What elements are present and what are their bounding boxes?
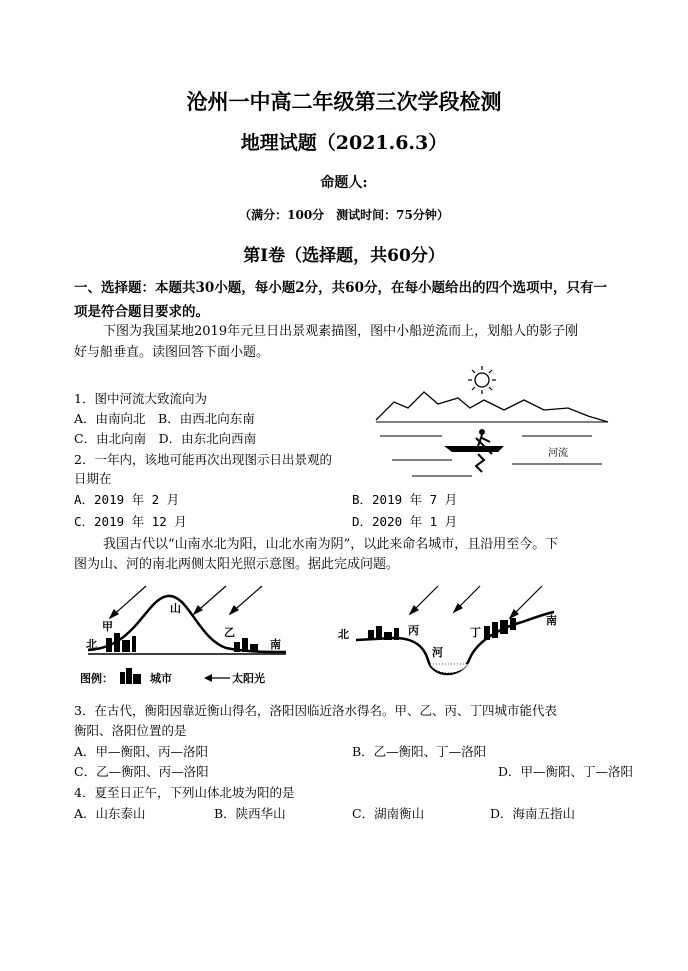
boat-icon [444,446,504,452]
sunlight-arrows-left [110,586,262,618]
label-bei-right: 北 [338,628,349,641]
author-label: 命题人: [320,175,368,191]
label-yi: 乙 [224,626,235,639]
instructions: 一、选择题：本题共30小题，每小题2分，共60分，在每小题给出的四个选项中，只有一项是符合题目要求的。 [74,280,607,320]
q3-stem: 3．在古代，衡阳因靠近衡山得名，洛阳因临近洛水得名。甲、乙、丙、丁四城市能代表 [74,703,557,718]
q2-option-a[interactable]: A．2019 年 2 月 [74,492,180,507]
q3-stem-cont: 衡阳、洛阳位置的是 [74,723,187,738]
exam-info: （满分：100分 测试时间：75分钟） [239,208,449,222]
q3-option-c[interactable]: C．乙—衡阳、丙—洛阳 [74,764,209,779]
exam-title: 地理试题（2021.6.3） [240,132,448,154]
label-he: 河 [432,646,443,659]
label-nan-right: 南 [546,614,557,627]
sun-icon [468,366,496,394]
legend-city-icon [120,668,141,684]
q2-option-c[interactable]: C．2019 年 12 月 [74,514,187,529]
legend-sun-arrow-icon [204,674,230,682]
q4-option-d[interactable]: D．海南五指山 [490,806,576,821]
legend-label: 图例： [80,672,113,685]
q2-stem: 2．一年内，该地可能再次出现图示日出景观的 [74,452,332,467]
q2-option-b[interactable]: B．2019 年 7 月 [352,492,458,507]
q4-stem: 4．夏至日正午，下列山体北坡为阳的是 [74,785,295,800]
legend-city: 城市 [150,672,172,685]
section-title: 第Ⅰ卷（选择题，共60分） [243,246,445,266]
water-lines [380,436,602,476]
label-ding: 丁 [470,626,481,639]
label-jia: 甲 [102,620,113,633]
q4-option-b[interactable]: B．陕西华山 [214,806,286,821]
q3-option-b[interactable]: B．乙—衡阳、丁—洛阳 [352,744,487,759]
passage2-line1: 我国古代以“山南水北为阳，山北水南为阴”，以此来命名城市，且沿用至今。下 [103,537,559,552]
legend-sun: 太阳光 [232,672,265,685]
label-bei-left: 北 [86,638,97,651]
sunrise-figure [372,364,618,486]
river-figure [334,578,570,686]
q4-option-c[interactable]: C．湖南衡山 [352,806,425,821]
reflection-icon [476,454,484,472]
label-bing: 丙 [408,624,419,637]
label-shan: 山 [170,602,181,615]
label-nan-left: 南 [270,638,281,651]
q1-stem: 1．图中河流大致流向为 [74,391,207,406]
q4-option-a[interactable]: A．山东泰山 [74,806,146,821]
river-label: 河流 [548,448,568,459]
city-yi-icon [234,638,258,652]
q2-option-d[interactable]: D．2020 年 1 月 [352,514,458,529]
mountain-outline [376,392,608,422]
q3-option-d[interactable]: D．甲—衡阳、丁—洛阳 [498,764,634,779]
city-jia-icon [106,633,136,652]
sunlight-arrows-right [410,586,542,618]
passage1-line1: 下图为我国某地2019年元旦日出景观素描图，图中小船逆流而上，划船人的影子刚 [103,324,579,339]
q2-stem-cont: 日期在 [74,471,112,486]
q1-options-ab[interactable]: A．由南向北 B．由西北向东南 [74,411,255,426]
passage1-line2: 好与船垂直。读图回答下面小题。 [74,345,270,360]
school-title: 沧州一中高二年级第三次学段检测 [186,89,502,114]
passage2-line2: 图为山、河的南北两侧太阳光照示意图。据此完成问题。 [74,557,400,572]
q3-option-a[interactable]: A．甲—衡阳、丙—洛阳 [74,744,209,759]
city-ding-icon [484,618,516,640]
q1-options-cd[interactable]: C．由北向南 D．由东北向西南 [74,431,257,446]
mountain-figure [76,578,298,698]
